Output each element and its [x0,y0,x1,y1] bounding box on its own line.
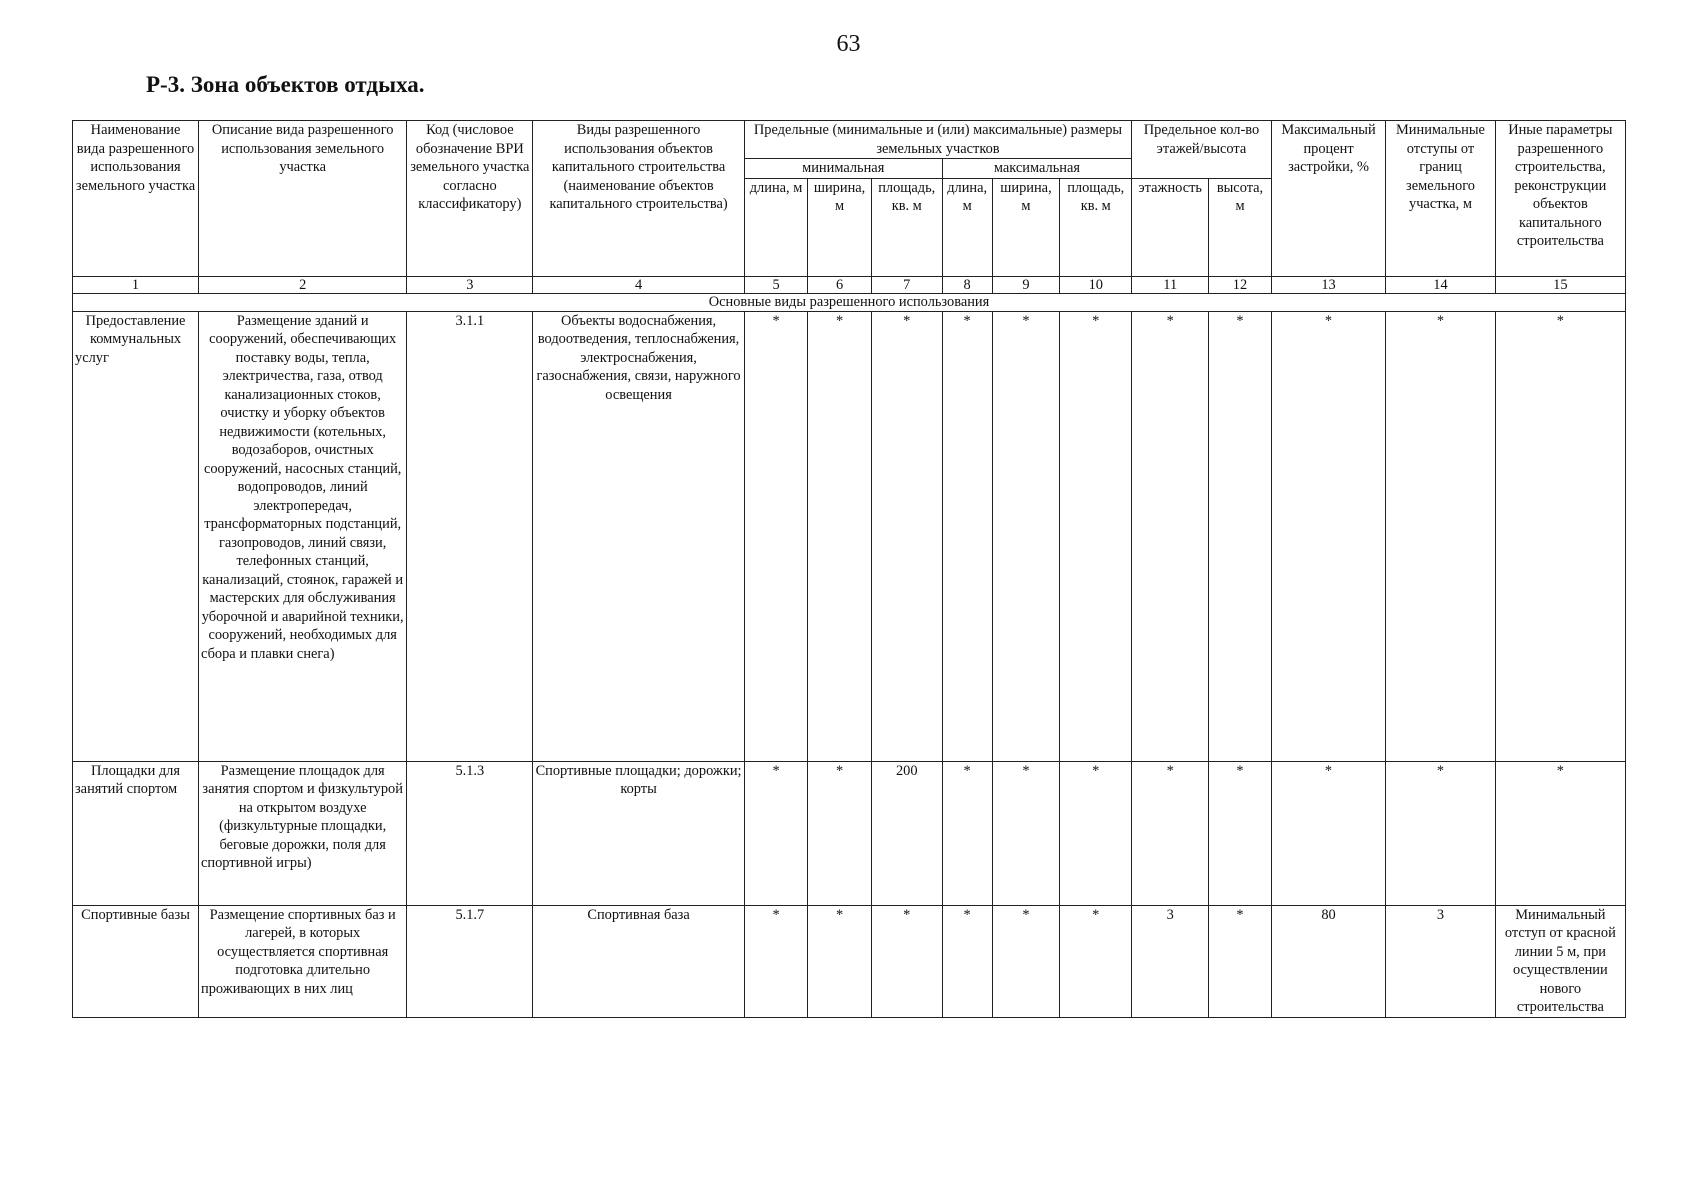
column-number: 6 [808,276,872,293]
max-width: * [992,761,1060,905]
height: * [1209,311,1272,761]
height: * [1209,761,1272,905]
other-parameters: * [1495,761,1625,905]
min-setback: * [1386,311,1495,761]
header-group-floors: Предельное кол-во этажей/высота [1132,121,1272,179]
header-col-3: Код (числовое обозначение ВРИ земельного участка согласно классификатору) [407,121,533,277]
construction-objects: Объекты водоснабжения, водоотведения, теплоснабжения, электроснабжения, газоснабжения, связи, наружного освещения [533,311,744,761]
min-setback: * [1386,761,1495,905]
section-title: Основные виды разрешенного использования [73,293,1626,311]
min-length: * [744,905,808,1017]
column-number-row [73,276,1626,293]
min-width: * [808,761,872,905]
column-number: 8 [942,276,992,293]
use-name: Спортивные базы [73,905,199,1017]
use-description: Размещение зданий и сооружений, обеспечивающих поставку воды, тепла, электричества, газа, отвод канализационных стоков, очистку и уборку объектов недвижимости (котельных, водозаборов, очистных сооружений, насосных станций, водопроводов, линий электропередач, трансформаторных подстанций, газопроводов, линий связи, телефонных станций, канализаций, стоянок, гаражей и мастерских для обслуживания уборочной и аварийной техники, сооружений, необходимых для сбора и плавки снега) [199,311,407,761]
header-col-15: Иные параметры разрешенного строительства, реконструкции объектов капитального строительства [1495,121,1625,277]
min-area: * [871,311,942,761]
max-length: * [942,311,992,761]
use-name: Площадки для занятий спортом [73,761,199,905]
header-col-7: площадь, кв. м [871,178,942,276]
floors: * [1132,311,1209,761]
min-area: * [871,905,942,1017]
column-number: 4 [533,276,744,293]
table-row [73,311,1626,761]
use-description: Размещение спортивных баз и лагерей, в которых осуществляется спортивная подготовка длительно проживающих в них лиц [199,905,407,1017]
column-number: 15 [1495,276,1625,293]
min-width: * [808,905,872,1017]
header-row-1 [73,121,1626,159]
table-row [73,761,1626,905]
header-col-5: длина, м [744,178,808,276]
column-number: 2 [199,276,407,293]
header-col-14: Минимальные отступы от границ земельного участка, м [1386,121,1495,277]
header-sub-max: максимальная [942,159,1132,179]
zone-title: Р-3. Зона объектов отдыха. [146,72,425,97]
column-number: 14 [1386,276,1495,293]
construction-objects: Спортивные площадки; дорожки; корты [533,761,744,905]
table-row [73,905,1626,1017]
header-col-9: ширина, м [992,178,1060,276]
min-length: * [744,761,808,905]
use-description: Размещение площадок для занятия спортом и физкультурой на открытом воздухе (физкультурные площадки, беговые дорожки, поля для спортивной игры) [199,761,407,905]
header-col-4: Виды разрешенного использования объектов капитального строительства (наименование объектов капитального строительства) [533,121,744,277]
header-col-6: ширина, м [808,178,872,276]
min-width: * [808,311,872,761]
header-col-2: Описание вида разрешенного использования земельного участка [199,121,407,277]
header-col-13: Максимальный процент застройки, % [1271,121,1386,277]
floors: * [1132,761,1209,905]
column-number: 5 [744,276,808,293]
header-col-8: длина, м [942,178,992,276]
column-number: 9 [992,276,1060,293]
column-number: 7 [871,276,942,293]
column-number: 1 [73,276,199,293]
use-code: 3.1.1 [407,311,533,761]
header-col-1: Наименование вида разрешенного использования земельного участка [73,121,199,277]
min-area: 200 [871,761,942,905]
column-number: 10 [1060,276,1132,293]
max-area: * [1060,311,1132,761]
header-col-11: этажность [1132,178,1209,276]
floors: 3 [1132,905,1209,1017]
max-width: * [992,905,1060,1017]
construction-objects: Спортивная база [533,905,744,1017]
column-number: 13 [1271,276,1386,293]
use-code: 5.1.3 [407,761,533,905]
other-parameters: * [1495,311,1625,761]
height: * [1209,905,1272,1017]
column-number: 3 [407,276,533,293]
max-length: * [942,761,992,905]
min-length: * [744,311,808,761]
regulations-table [72,120,1626,1018]
min-setback: 3 [1386,905,1495,1017]
header-col-10: площадь, кв. м [1060,178,1132,276]
max-building-percent: 80 [1271,905,1386,1017]
max-building-percent: * [1271,311,1386,761]
header-sub-min: минимальная [744,159,942,179]
other-parameters: Минимальный отступ от красной линии 5 м, при осуществлении нового строительства [1495,905,1625,1017]
max-area: * [1060,761,1132,905]
use-code: 5.1.7 [407,905,533,1017]
header-col-12: высота, м [1209,178,1272,276]
column-number: 11 [1132,276,1209,293]
max-length: * [942,905,992,1017]
column-number: 12 [1209,276,1272,293]
page-number: 63 [836,31,861,57]
header-group-sizes: Предельные (минимальные и (или) максимальные) размеры земельных участков [744,121,1131,159]
max-width: * [992,311,1060,761]
use-name: Предоставление коммунальных услуг [73,311,199,761]
max-area: * [1060,905,1132,1017]
section-row [73,293,1626,311]
max-building-percent: * [1271,761,1386,905]
